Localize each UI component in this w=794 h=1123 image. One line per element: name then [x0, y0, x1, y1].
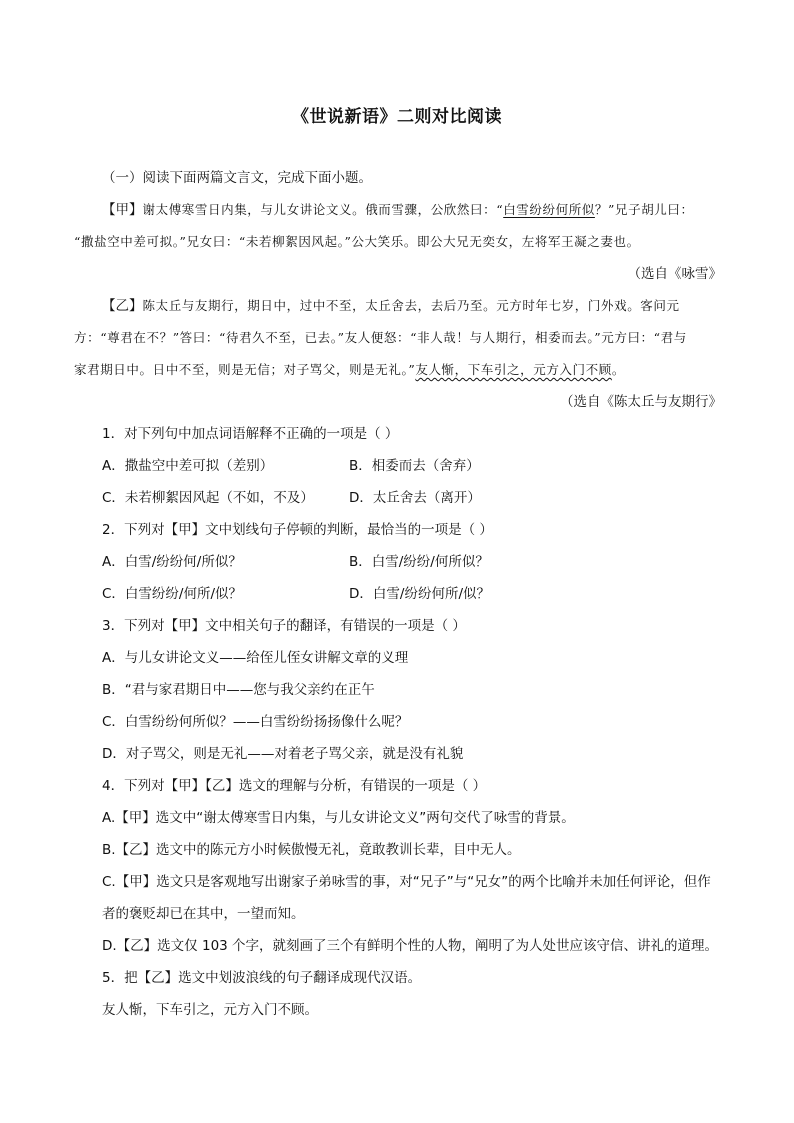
question-4-option-d: D.【乙】选文仅 103 个字，就刻画了三个有鲜明个性的人物，阐明了为人处世应该守信、讲礼的道理。 — [102, 938, 719, 954]
passage-yi-wavy-sentence: 友人惭，下车引之，元方入门不顾 — [415, 362, 612, 377]
passage-jia-text-1a: 谢太傅寒雪日内集，与儿女讲论文义。俄而雪骤，公欣然曰：“ — [142, 202, 504, 217]
passage-jia-line-2: “撒盐空中差可拟。”兄女曰：“未若柳絮因风起。”公大笑乐。即公大兄无奕女，左将军王凝之妻也。 — [74, 234, 640, 249]
passage-yi-text-3a: 家君期日中。日中不至，则是无信；对子骂父，则是无礼。” — [74, 362, 416, 377]
passage-yi-line-1 — [102, 290, 722, 322]
question-3-option-d: D．对子骂父，则是无礼——对着老子骂父亲，就是没有礼貌 — [102, 746, 464, 762]
question-1-option-b: B．相委而去（舍弃） — [349, 458, 480, 474]
passage-yi-line-3 — [74, 354, 722, 386]
question-4-option-b: B.【乙】选文中的陈元方小时候傲慢无礼，竟敢教训长辈，目中无人。 — [102, 842, 521, 858]
question-3-option-c: C．白雪纷纷何所似？——白雪纷纷扬扬像什么呢？ — [102, 714, 409, 730]
question-4-option-a: A.【甲】选文中“谢太傅寒雪日内集，与儿女讲论文义”两句交代了咏雪的背景。 — [102, 810, 575, 826]
passage-yi-line-2: 方：“尊君在不？”答曰：“待君久不至，已去。”友人便怒：“非人哉！与人期行，相委而去。”元方曰：“君与 — [74, 330, 687, 345]
question-1-option-c: C．未若柳絮因风起（不如，不及） — [102, 490, 314, 506]
question-2-option-c: C．白雪纷纷/何所/似？ — [102, 586, 243, 602]
question-2-options-row-1 — [102, 546, 722, 578]
question-3-option-a: A．与儿女讲论文义——给侄儿侄女讲解文章的义理 — [102, 650, 409, 666]
question-2-option-a: A．白雪/纷纷何/所似？ — [102, 554, 242, 570]
passage-jia-text-1b: ？”兄子胡儿曰： — [594, 202, 694, 217]
passage-yi-tag: 【乙】 — [102, 298, 143, 314]
passage-jia-tag: 【甲】 — [102, 202, 143, 218]
page-title: 《世说新语》二则对比阅读 — [292, 107, 502, 127]
question-4-stem: 4．下列对【甲】【乙】选文的理解与分析，有错误的一项是（ ） — [102, 778, 487, 794]
passage-jia-line-1 — [102, 194, 722, 226]
question-2-options-row-2 — [102, 578, 722, 610]
question-2-stem: 2．下列对【甲】文中划线句子停顿的判断，最恰当的一项是（ ） — [102, 522, 493, 538]
question-1-options-row-2 — [102, 482, 722, 514]
question-2-option-d: D．白雪/纷纷何所/似？ — [349, 586, 490, 602]
section-intro: （一）阅读下面两篇文言文，完成下面小题。 — [102, 170, 372, 186]
question-4-option-c-line-2: 者的褒贬却已在其中，一望而知。 — [102, 906, 305, 922]
question-5-stem: 5．把【乙】选文中划波浪线的句子翻译成现代汉语。 — [102, 970, 422, 986]
content-body — [74, 162, 722, 1026]
question-2-option-b: B．白雪/纷纷/何所似？ — [349, 554, 489, 570]
question-4-option-c-line-1: C.【甲】选文只是客观地写出谢家子弟咏雪的事，对“兄子”与“兄女”的两个比喻并未加任何评论，但作 — [102, 874, 711, 890]
question-1-option-d: D．太丘舍去（离开） — [349, 490, 481, 506]
question-1-option-a: A．撒盐空中差可拟（差别） — [102, 458, 274, 474]
question-5-text: 友人惭，下车引之，元方入门不顾。 — [102, 1002, 318, 1018]
question-3-option-b: B．“君与家君期日中——您与我父亲约在正午 — [102, 682, 375, 698]
question-1-options-row-1 — [102, 450, 722, 482]
passage-yi-source: （选自《陈太丘与友期行》 — [560, 394, 722, 410]
passage-jia-source: （选自《咏雪》 — [627, 266, 722, 282]
passage-yi-text-1: 陈太丘与友期行，期日中，过中不至，太丘舍去，去后乃至。元方时年七岁，门外戏。客问元 — [142, 298, 680, 313]
passage-yi-text-3b: 。 — [611, 362, 625, 377]
passage-jia-underlined-sentence: 白雪纷纷何所似 — [503, 202, 595, 217]
question-3-stem: 3．下列对【甲】文中相关句子的翻译，有错误的一项是（ ） — [102, 618, 466, 634]
question-1-stem: 1．对下列句中加点词语解释不正确的一项是（ ） — [102, 426, 399, 442]
